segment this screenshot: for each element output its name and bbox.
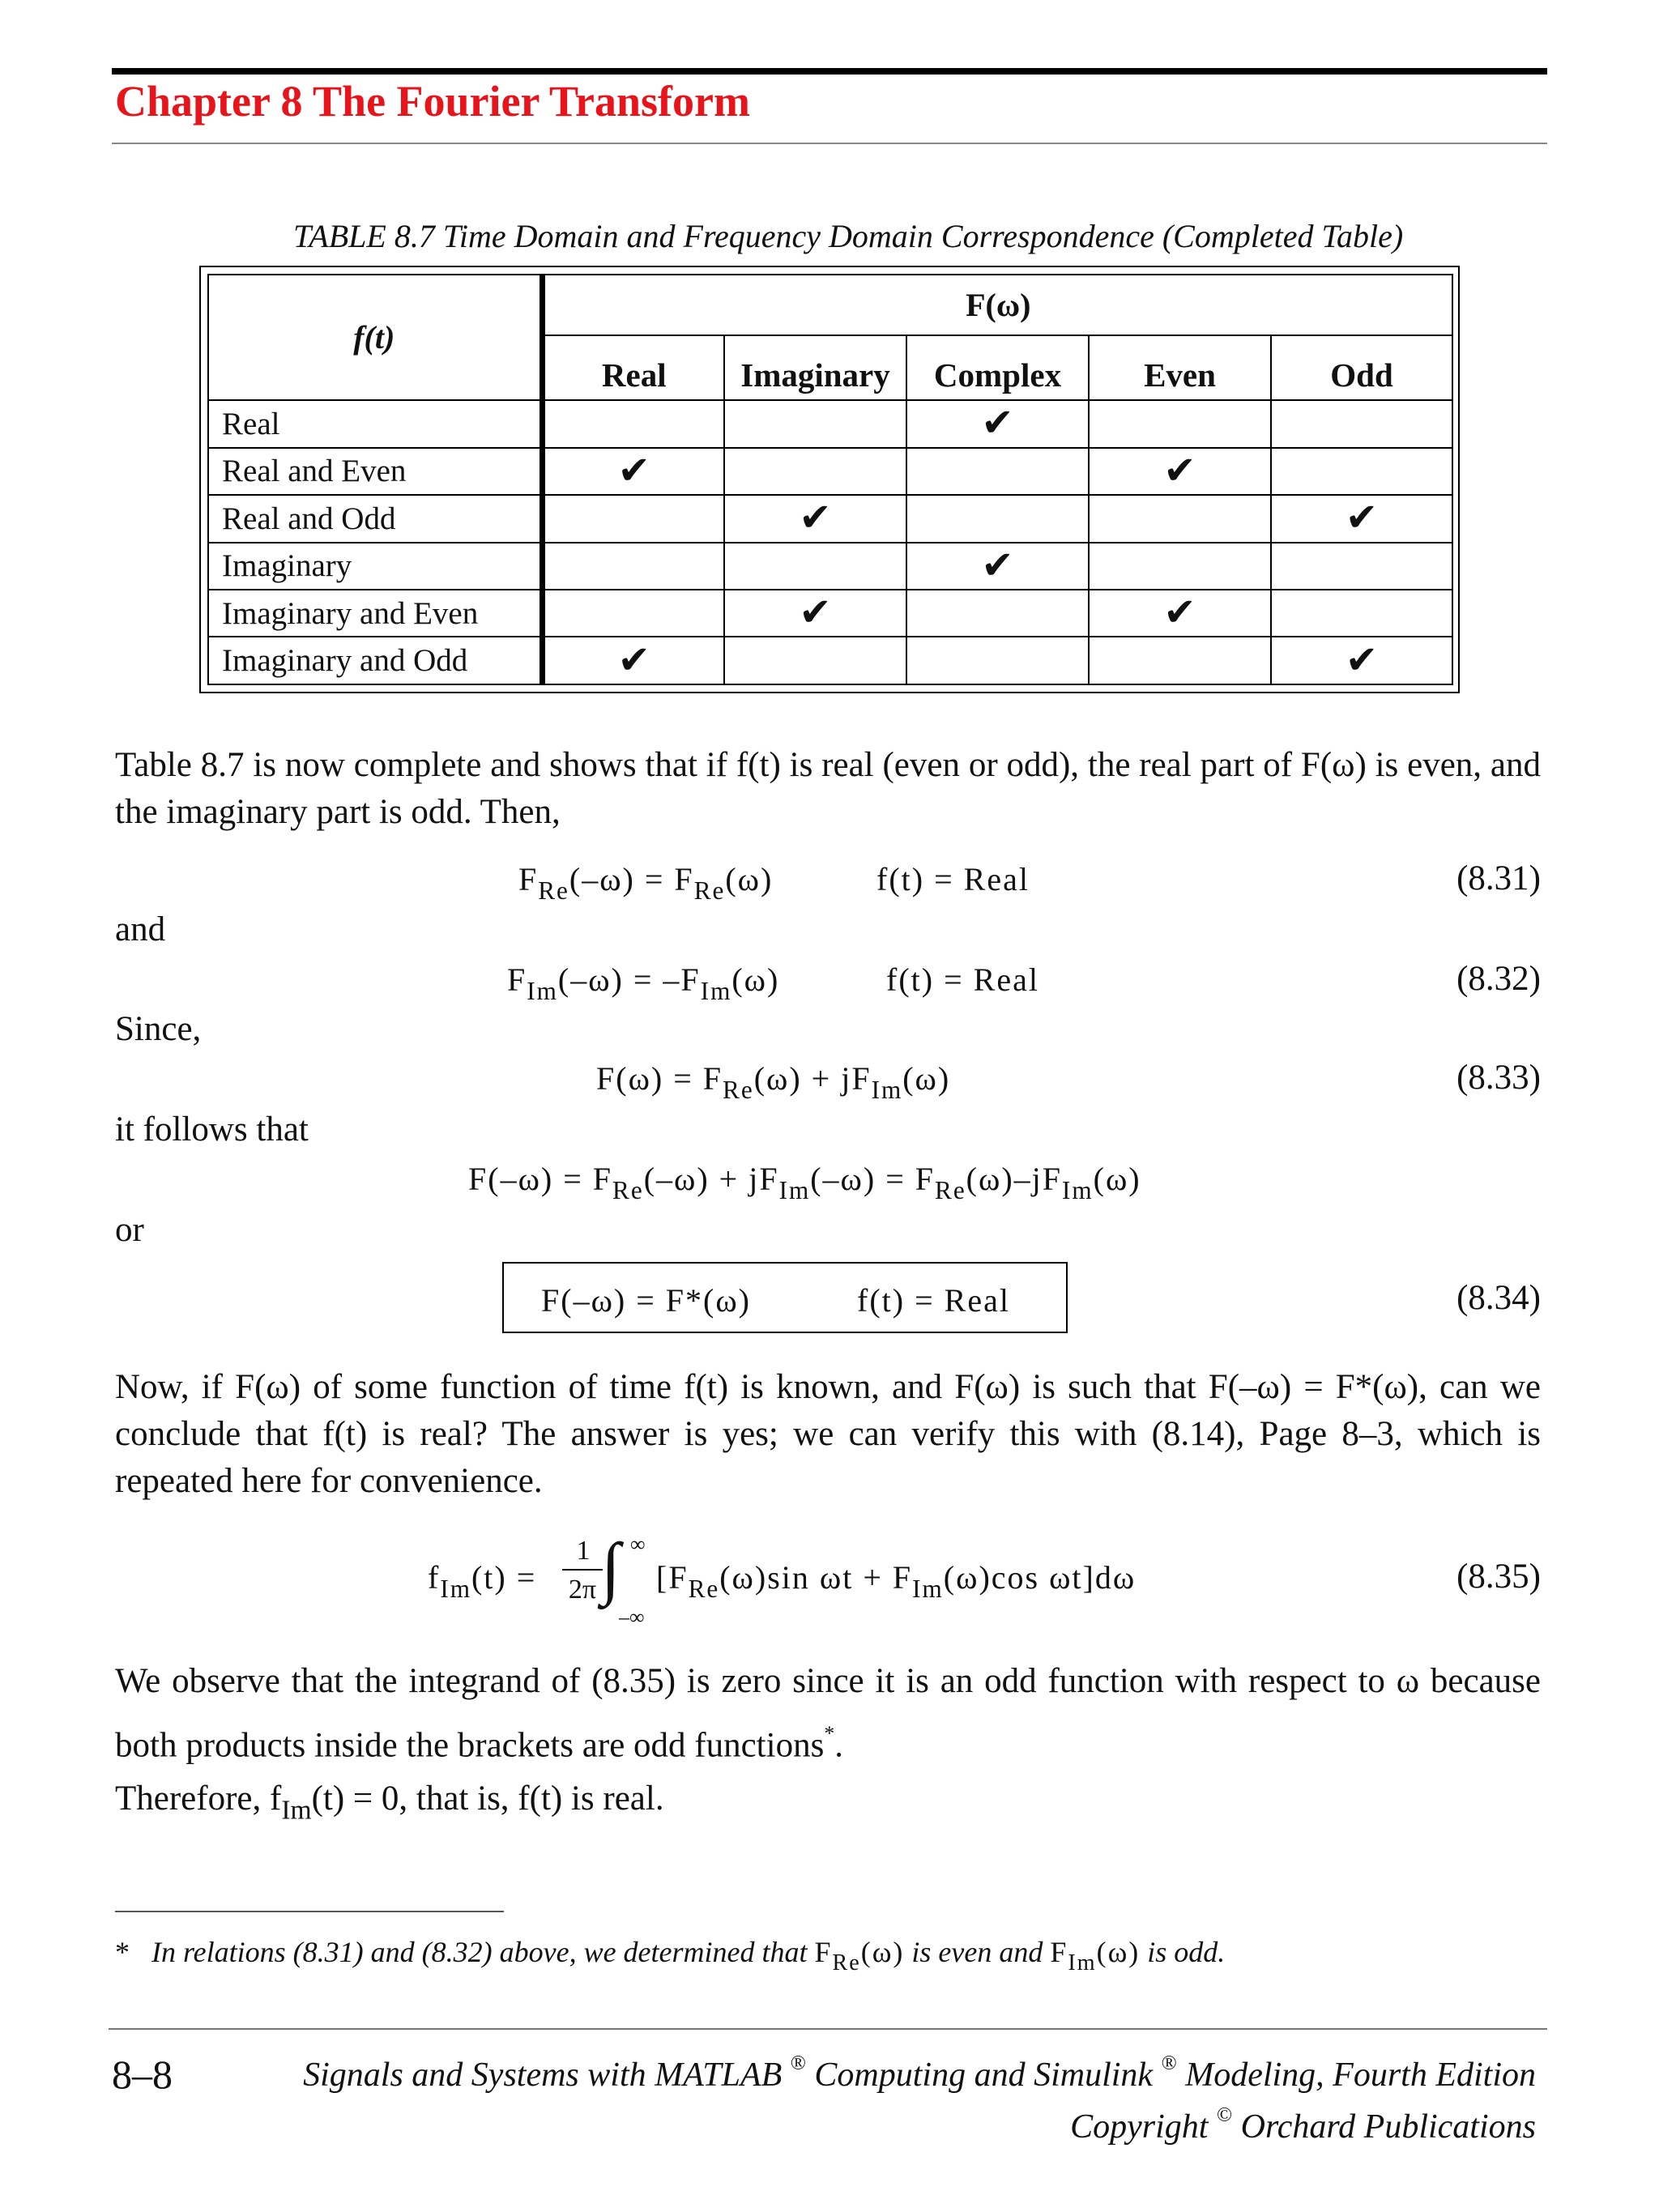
- table-row: [208, 637, 1452, 684]
- copyright: Copyright © Orchard Publications: [1070, 2104, 1536, 2146]
- equation-8-31: $F_{Re}(-\omega) = F_{Re}(\omega)$: [518, 861, 774, 905]
- table-cell: [724, 448, 906, 495]
- table-cell: [542, 543, 724, 590]
- integral-lower-limit: –∞: [619, 1605, 645, 1629]
- equation-8-32-condition: f(t) = Real: [886, 961, 1039, 998]
- table-cell: [1271, 400, 1452, 447]
- column-header: Odd: [1271, 335, 1452, 401]
- check-mark-icon: ✔: [1163, 591, 1196, 635]
- table-cell: [1089, 543, 1271, 590]
- check-mark-icon: ✔: [799, 497, 832, 540]
- check-mark-icon: ✔: [617, 638, 650, 682]
- equation-8-31-condition: f(t) = Real: [876, 861, 1030, 897]
- page-number: 8–8: [112, 2052, 173, 2097]
- table-cell: [1089, 448, 1271, 495]
- check-mark-icon: ✔: [1163, 449, 1196, 492]
- table-cell: [542, 590, 724, 637]
- ft-header: f(t): [208, 275, 542, 400]
- row-label: Imaginary: [208, 543, 542, 590]
- check-mark-icon: ✔: [617, 449, 650, 492]
- row-label: Real and Even: [208, 448, 542, 495]
- table-cell: [724, 495, 906, 542]
- paragraph-conclusion: Therefore, $f_{Im}(t) = 0$, that is, f(t) is real.: [115, 1779, 664, 1826]
- table-cell: [1089, 637, 1271, 684]
- row-label: Real: [208, 400, 542, 447]
- check-mark-icon: ✔: [1345, 638, 1379, 682]
- footnote: * In relations (8.31) and (8.32) above, we determined that $F_{Re}(\omega)$ is even and $F_{Im}(\omega)$ is odd.: [115, 1936, 1226, 1975]
- equation-derived: $F(-\omega) = F_{Re}(-\omega) + jF_{Im}(-\omega) = F_{Re}(\omega)-jF_{Im}(\omega)$: [468, 1161, 1141, 1204]
- equation-8-34: F(–ω) = F*(ω): [541, 1282, 751, 1319]
- check-mark-icon: ✔: [1345, 497, 1379, 540]
- table-row: [208, 495, 1452, 542]
- equation-8-35-lhs: $f_{Im}(t)$ =: [428, 1559, 537, 1603]
- table-cell: [724, 543, 906, 590]
- table-cell: [1271, 637, 1452, 684]
- check-mark-icon: ✔: [799, 591, 832, 635]
- equation-8-32: $F_{Im}(-\omega) = -F_{Im}(\omega)$: [507, 961, 780, 1005]
- check-mark-icon: ✔: [981, 543, 1014, 587]
- fraction-bar: [562, 1569, 603, 1571]
- table-cell: [542, 448, 724, 495]
- correspondence-table: [199, 266, 1460, 693]
- table-cell: [906, 400, 1089, 447]
- table-cell: [906, 590, 1089, 637]
- paragraph-intro: Table 8.7 is now complete and shows that if f(t) is real (even or odd), the real part of F(ω) is even, and the imaginary part is odd. Then,: [115, 746, 1541, 831]
- table-cell: [906, 495, 1089, 542]
- equation-number: (8.31): [1456, 859, 1541, 897]
- table-cell: [1089, 400, 1271, 447]
- check-mark-icon: ✔: [981, 402, 1014, 445]
- row-label: Imaginary and Even: [208, 590, 542, 637]
- table-cell: [724, 590, 906, 637]
- fraction-denominator: 2π: [568, 1575, 597, 1605]
- table-cell: [1271, 495, 1452, 542]
- column-header: Imaginary: [724, 335, 906, 401]
- text-it-follows: it follows that: [115, 1110, 309, 1149]
- equation-8-33: $F(\omega) = F_{Re}(\omega) + jF_{Im}(\omega)$: [596, 1060, 951, 1104]
- table-body: [208, 400, 1452, 684]
- chapter-title: Chapter 8 The Fourier Transform: [115, 77, 750, 126]
- fraction-numerator: 1: [576, 1536, 591, 1566]
- table-cell: [542, 495, 724, 542]
- table-cell: [1089, 590, 1271, 637]
- table-cell: [906, 543, 1089, 590]
- table-cell: [906, 637, 1089, 684]
- footnote-rule: [115, 1911, 504, 1912]
- table-cell: [906, 448, 1089, 495]
- row-label: Real and Odd: [208, 495, 542, 542]
- footnote-marker: *: [824, 1721, 835, 1745]
- integral-sign-icon: ∫: [601, 1528, 621, 1606]
- table-cell: [542, 400, 724, 447]
- table-cell: [724, 400, 906, 447]
- table-cell: [724, 637, 906, 684]
- column-header: Even: [1089, 335, 1271, 401]
- text-or: or: [115, 1211, 144, 1249]
- equation-8-34-condition: f(t) = Real: [857, 1282, 1010, 1319]
- table-cell: [542, 637, 724, 684]
- equation-number: (8.33): [1456, 1059, 1541, 1097]
- equation-number: (8.34): [1456, 1279, 1541, 1317]
- integral-upper-limit: ∞: [630, 1532, 646, 1556]
- table-cell: [1271, 590, 1452, 637]
- equation-8-35-integrand: [$F_{Re}(\omega)\sin$ $\omega t + F_{Im}(\omega)\cos$ ωt]dω: [656, 1559, 1137, 1603]
- table-cell: [1271, 448, 1452, 495]
- book-title: Signals and Systems with MATLAB ® Computing and Simulink ® Modeling, Fourth Edition: [303, 2052, 1536, 2095]
- table-grid: [207, 274, 1453, 685]
- table-row: [208, 400, 1452, 447]
- table-caption: TABLE 8.7 Time Domain and Frequency Domain Correspondence (Completed Table): [293, 218, 1404, 254]
- column-header: Real: [542, 335, 724, 401]
- table-row: [208, 543, 1452, 590]
- table-row: [208, 448, 1452, 495]
- equation-number: (8.35): [1456, 1558, 1541, 1596]
- table-row: [208, 590, 1452, 637]
- text-since: Since,: [115, 1010, 202, 1048]
- paragraph-question: Now, if F(ω) of some function of time f(t) is known, and F(ω) is such that F(–ω) = F*(ω), can we conclude that f(t) is real? The answer is yes; we can verify this with (8.14), Page 8–3, which is repeated here for convenience.: [115, 1368, 1541, 1500]
- column-header: Complex: [906, 335, 1089, 401]
- text-and: and: [115, 910, 166, 948]
- header-rule: [112, 143, 1547, 144]
- paragraph-observation: We observe that the integrand of (8.35) is zero since it is an odd function with respect to ω because both products inside the brackets are odd functions*.: [115, 1662, 1541, 1765]
- footer-rule: [109, 2028, 1547, 2030]
- table-cell: [1089, 495, 1271, 542]
- table-cell: [1271, 543, 1452, 590]
- row-label: Imaginary and Odd: [208, 637, 542, 684]
- top-rule: [112, 68, 1547, 75]
- equation-number: (8.32): [1456, 960, 1541, 998]
- Fw-header: F(ω): [542, 275, 1452, 335]
